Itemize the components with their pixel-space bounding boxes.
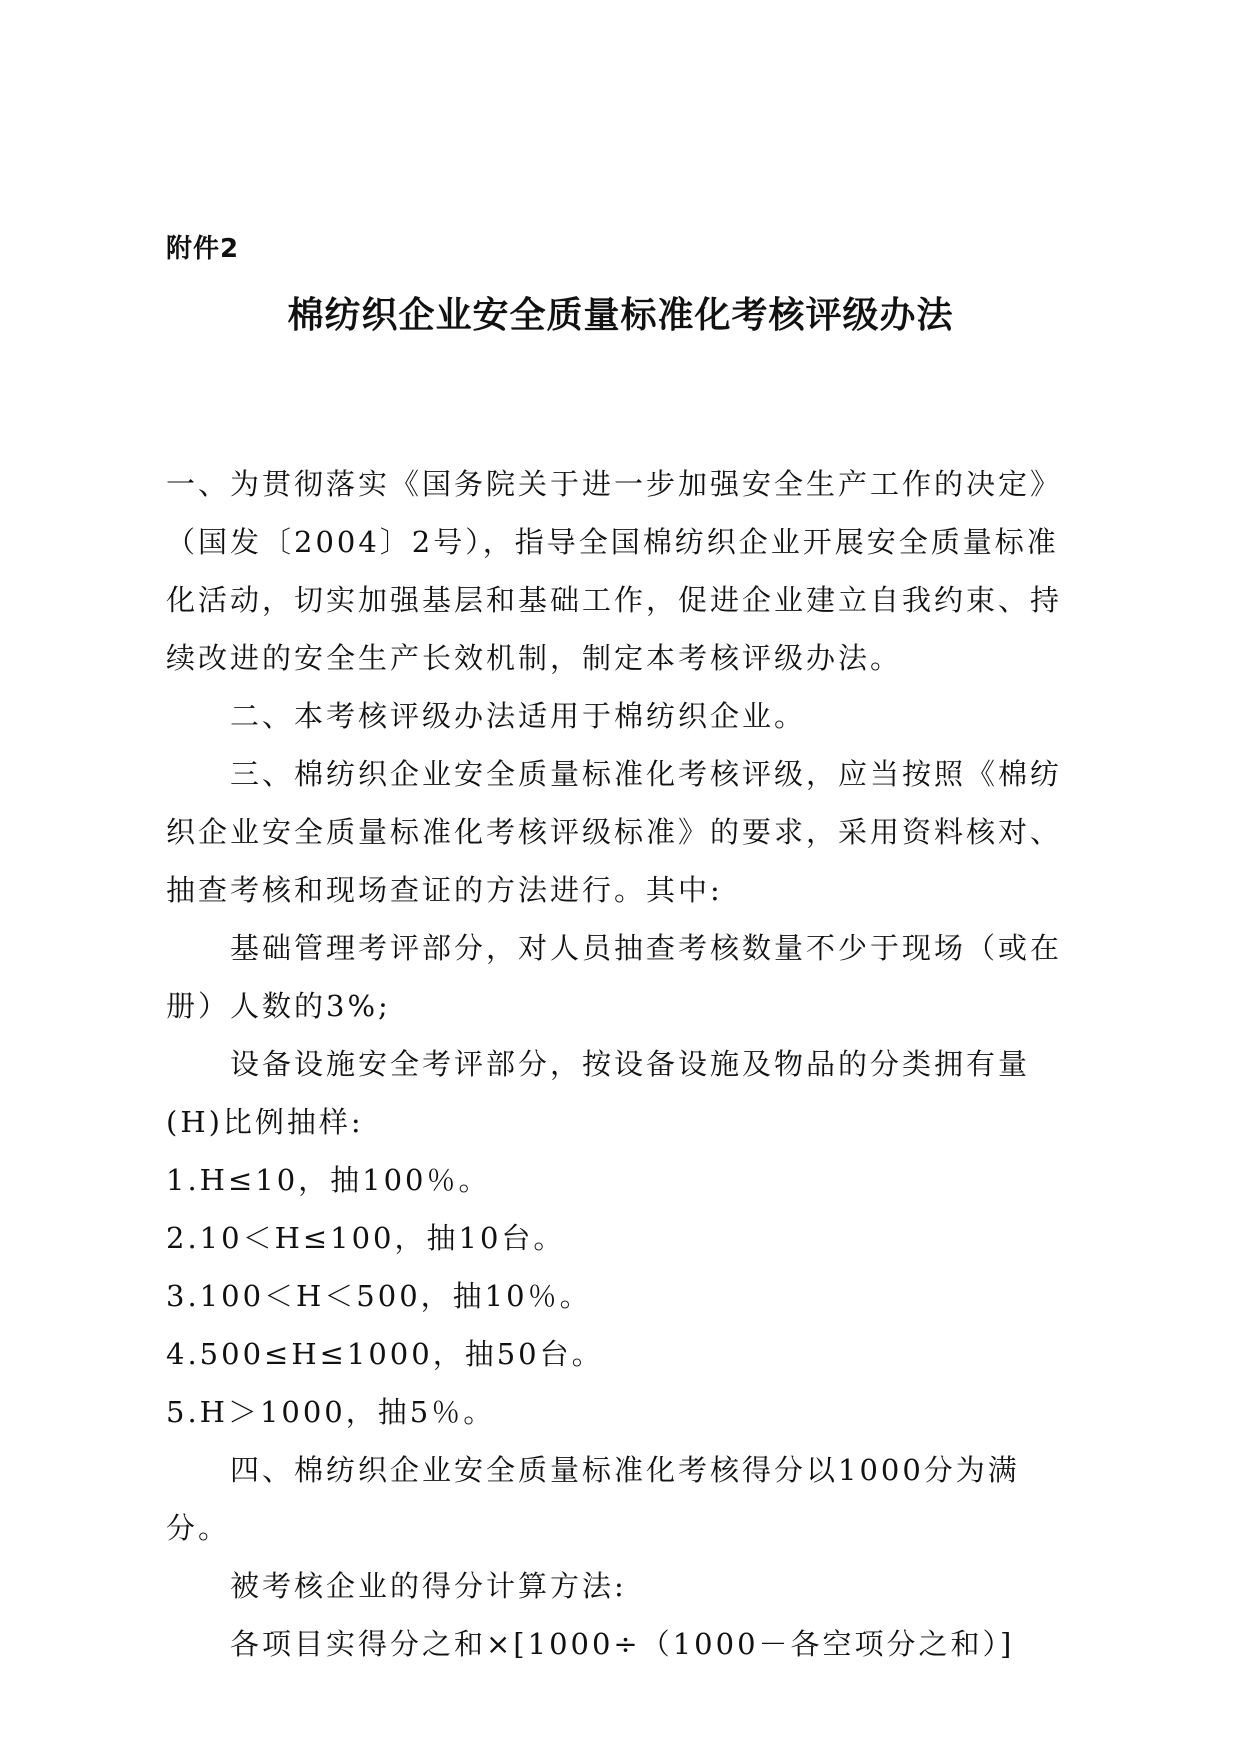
paragraph-7: 被考核企业的得分计算方法: xyxy=(230,1569,627,1603)
score-formula: 各项目实得分之和×[1000÷（1000－各空项分之和）] xyxy=(230,1627,1015,1661)
sampling-item-1: 1.H≤10，抽100％。 xyxy=(166,1163,491,1197)
paragraph-6: 四、棉纺织企业安全质量标准化考核得分以1000分为满分。 xyxy=(166,1453,1020,1545)
sampling-item-4: 4.500≤H≤1000，抽50台。 xyxy=(166,1337,604,1371)
attachment-label: 附件2 xyxy=(166,234,240,264)
sampling-item-2: 2.10＜H≤100，抽10台。 xyxy=(166,1221,566,1255)
sampling-item-5: 5.H＞1000，抽5％。 xyxy=(166,1395,496,1429)
paragraph-1: 一、为贯彻落实《国务院关于进一步加强安全生产工作的决定》（国发〔2004〕2号），指导全国棉纺织企业开展安全质量标准化活动，切实加强基层和基础工作，促进企业建立自我约束、持续改进的安全生产长效机制，制定本考核评级办法。 xyxy=(166,467,1063,675)
sampling-item-3: 3.100＜H＜500，抽10％。 xyxy=(166,1279,592,1313)
paragraph-5: 设备设施安全考评部分，按设备设施及物品的分类拥有量(H)比例抽样: xyxy=(166,1047,1031,1139)
document-body xyxy=(166,455,1066,1673)
paragraph-4: 基础管理考评部分，对人员抽查考核数量不少于现场（或在册）人数的3%; xyxy=(166,931,1063,1023)
paragraph-2: 二、本考核评级办法适用于棉纺织企业。 xyxy=(230,699,807,733)
document-title: 棉纺织企业安全质量标准化考核评级办法 xyxy=(287,295,954,336)
paragraph-3: 三、棉纺织企业安全质量标准化考核评级，应当按照《棉纺织企业安全质量标准化考核评级标准》的要求，采用资料核对、抽查考核和现场查证的方法进行。其中: xyxy=(166,757,1063,907)
